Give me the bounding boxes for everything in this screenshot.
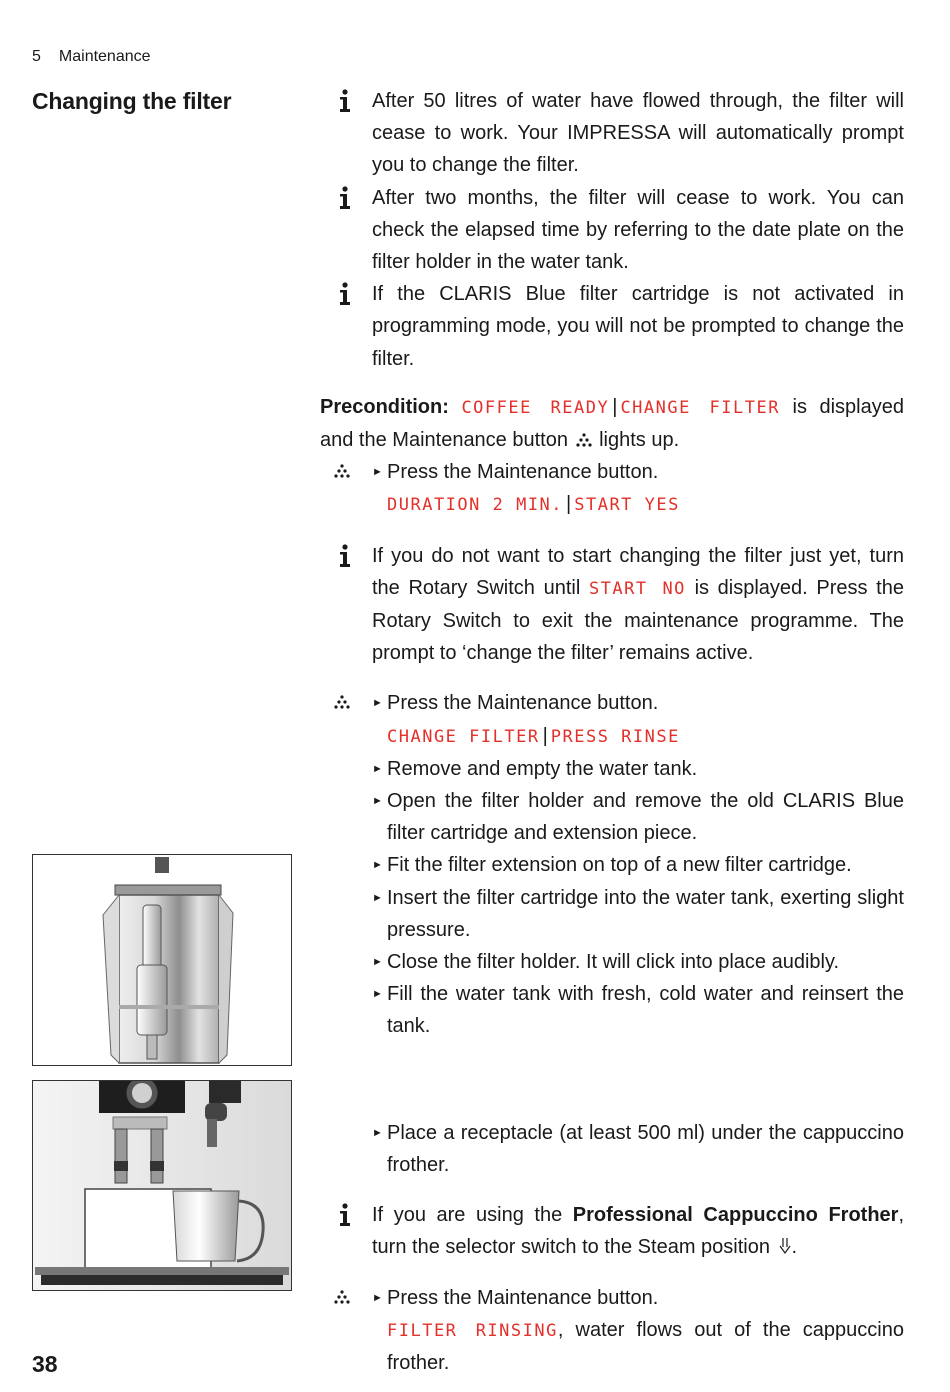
info-icon — [338, 544, 352, 568]
step-insert-cartridge — [320, 882, 904, 946]
step-text: Remove and empty the water tank. — [387, 757, 698, 780]
step-open-filter-holder — [320, 785, 904, 849]
step-press-maintenance-3 — [320, 1282, 904, 1314]
triangle-bullet-icon: ► — [372, 1291, 383, 1304]
step-text: Press the Maintenance button. — [387, 692, 659, 715]
step-text: Fit the filter extension on top of a new filter cartridge. — [387, 854, 852, 877]
precondition-label: Precondition: — [320, 395, 449, 418]
display-separator: | — [612, 395, 618, 418]
step-close-holder — [320, 946, 904, 978]
main-content — [320, 85, 904, 1379]
info-icon — [338, 186, 352, 210]
info-paragraph-1 — [320, 85, 904, 182]
display-readout-3 — [320, 1314, 904, 1379]
product-name: Professional Cappuccino Frother — [572, 1204, 899, 1227]
info-paragraph-4 — [320, 540, 904, 670]
maintenance-icon — [334, 695, 350, 709]
display-readout-1 — [320, 488, 904, 521]
info-text-3: . — [791, 1236, 798, 1259]
info-text: After two months, the filter will cease to work. You can check the elapsed time by referring to the date plate on the filter holder in the water tank. — [372, 186, 904, 274]
step-text: Close the filter holder. It will click into place audibly. — [387, 951, 840, 974]
step-fit-extension — [320, 849, 904, 881]
display-text: START YES — [574, 495, 680, 516]
display-text: PRESS RINSE — [550, 726, 680, 747]
info-icon — [338, 282, 352, 306]
info-text-2: is displayed. Press the Rotary Switch to exit the maintenance programme. The prompt to ‘change the filter’ remains active. — [372, 576, 904, 665]
step-text: Place a receptacle (at least 500 ml) under the cappuccino frother. — [387, 1121, 904, 1176]
chapter-title: Maintenance — [58, 48, 151, 65]
step-press-maintenance-2 — [320, 687, 904, 719]
info-text-2: , turn the selector switch to the Steam position — [372, 1204, 905, 1259]
triangle-bullet-icon: ► — [372, 795, 383, 808]
info-text: After 50 litres of water have flowed through, the filter will cease to work. Your IMPRESSA will automatically prompt you to change the filter. — [372, 90, 904, 177]
triangle-bullet-icon: ► — [372, 859, 383, 872]
step-press-maintenance-1 — [320, 456, 904, 488]
step-text: Press the Maintenance button. — [387, 461, 659, 484]
steam-position-icon — [778, 1237, 792, 1255]
maintenance-icon — [334, 1290, 350, 1304]
step-text: Press the Maintenance button. — [387, 1286, 659, 1309]
water-tank-illustration — [32, 854, 292, 1066]
page-number: 38 — [32, 1351, 58, 1377]
triangle-bullet-icon: ► — [372, 1126, 383, 1139]
step-text: Fill the water tank with fresh, cold water and reinsert the tank. — [387, 983, 904, 1038]
step-remove-tank — [320, 753, 904, 785]
info-paragraph-3 — [320, 278, 904, 375]
triangle-bullet-icon: ► — [372, 988, 383, 1001]
precondition-text-2: lights up. — [599, 429, 680, 452]
triangle-bullet-icon: ► — [372, 697, 383, 710]
info-icon — [338, 89, 352, 113]
water-tank-image — [33, 855, 291, 1065]
coffee-machine-image — [33, 1081, 291, 1290]
display-separator: | — [542, 724, 548, 747]
triangle-bullet-icon: ► — [372, 466, 383, 479]
coffee-machine-illustration — [32, 1080, 292, 1291]
step-text: Open the filter holder and remove the old CLARIS Blue filter cartridge and extension piece. — [387, 790, 904, 845]
triangle-bullet-icon: ► — [372, 762, 383, 775]
display-text: DURATION 2 MIN. — [387, 495, 564, 516]
info-paragraph-5 — [320, 1199, 904, 1263]
info-icon — [338, 1203, 352, 1227]
precondition-text: is displayed and the Maintenance button — [320, 395, 904, 452]
step-text: Insert the filter cartridge into the water tank, exerting slight pressure. — [387, 886, 904, 941]
info-text: If the CLARIS Blue filter cartridge is not activated in programming mode, you will not be prompted to change the filter. — [372, 283, 904, 370]
chapter-number: 5 — [32, 48, 41, 65]
display-text: FILTER RINSING — [387, 1320, 558, 1341]
info-text: If you do not want to start changing the filter just yet, turn the Rotary Switch until — [372, 544, 904, 599]
step-fill-tank — [320, 978, 904, 1042]
section-title: Changing the filter — [32, 88, 232, 114]
maintenance-icon — [334, 464, 350, 478]
display-text: CHANGE FILTER — [387, 726, 540, 747]
precondition-paragraph — [320, 391, 904, 456]
maintenance-icon — [576, 433, 592, 447]
display-text: START NO — [588, 578, 686, 599]
triangle-bullet-icon: ► — [372, 956, 383, 969]
step-place-receptacle — [320, 1117, 904, 1181]
display-readout-2 — [320, 720, 904, 753]
info-paragraph-2 — [320, 182, 904, 279]
step-text-2: , water flows out of the cappuccino frother. — [387, 1318, 904, 1374]
running-header — [32, 48, 151, 66]
triangle-bullet-icon: ► — [372, 891, 383, 904]
display-text: COFFEE READY — [461, 397, 610, 418]
display-separator: | — [566, 493, 572, 516]
info-text: If you are using the — [372, 1204, 563, 1227]
display-text: CHANGE FILTER — [620, 397, 780, 418]
